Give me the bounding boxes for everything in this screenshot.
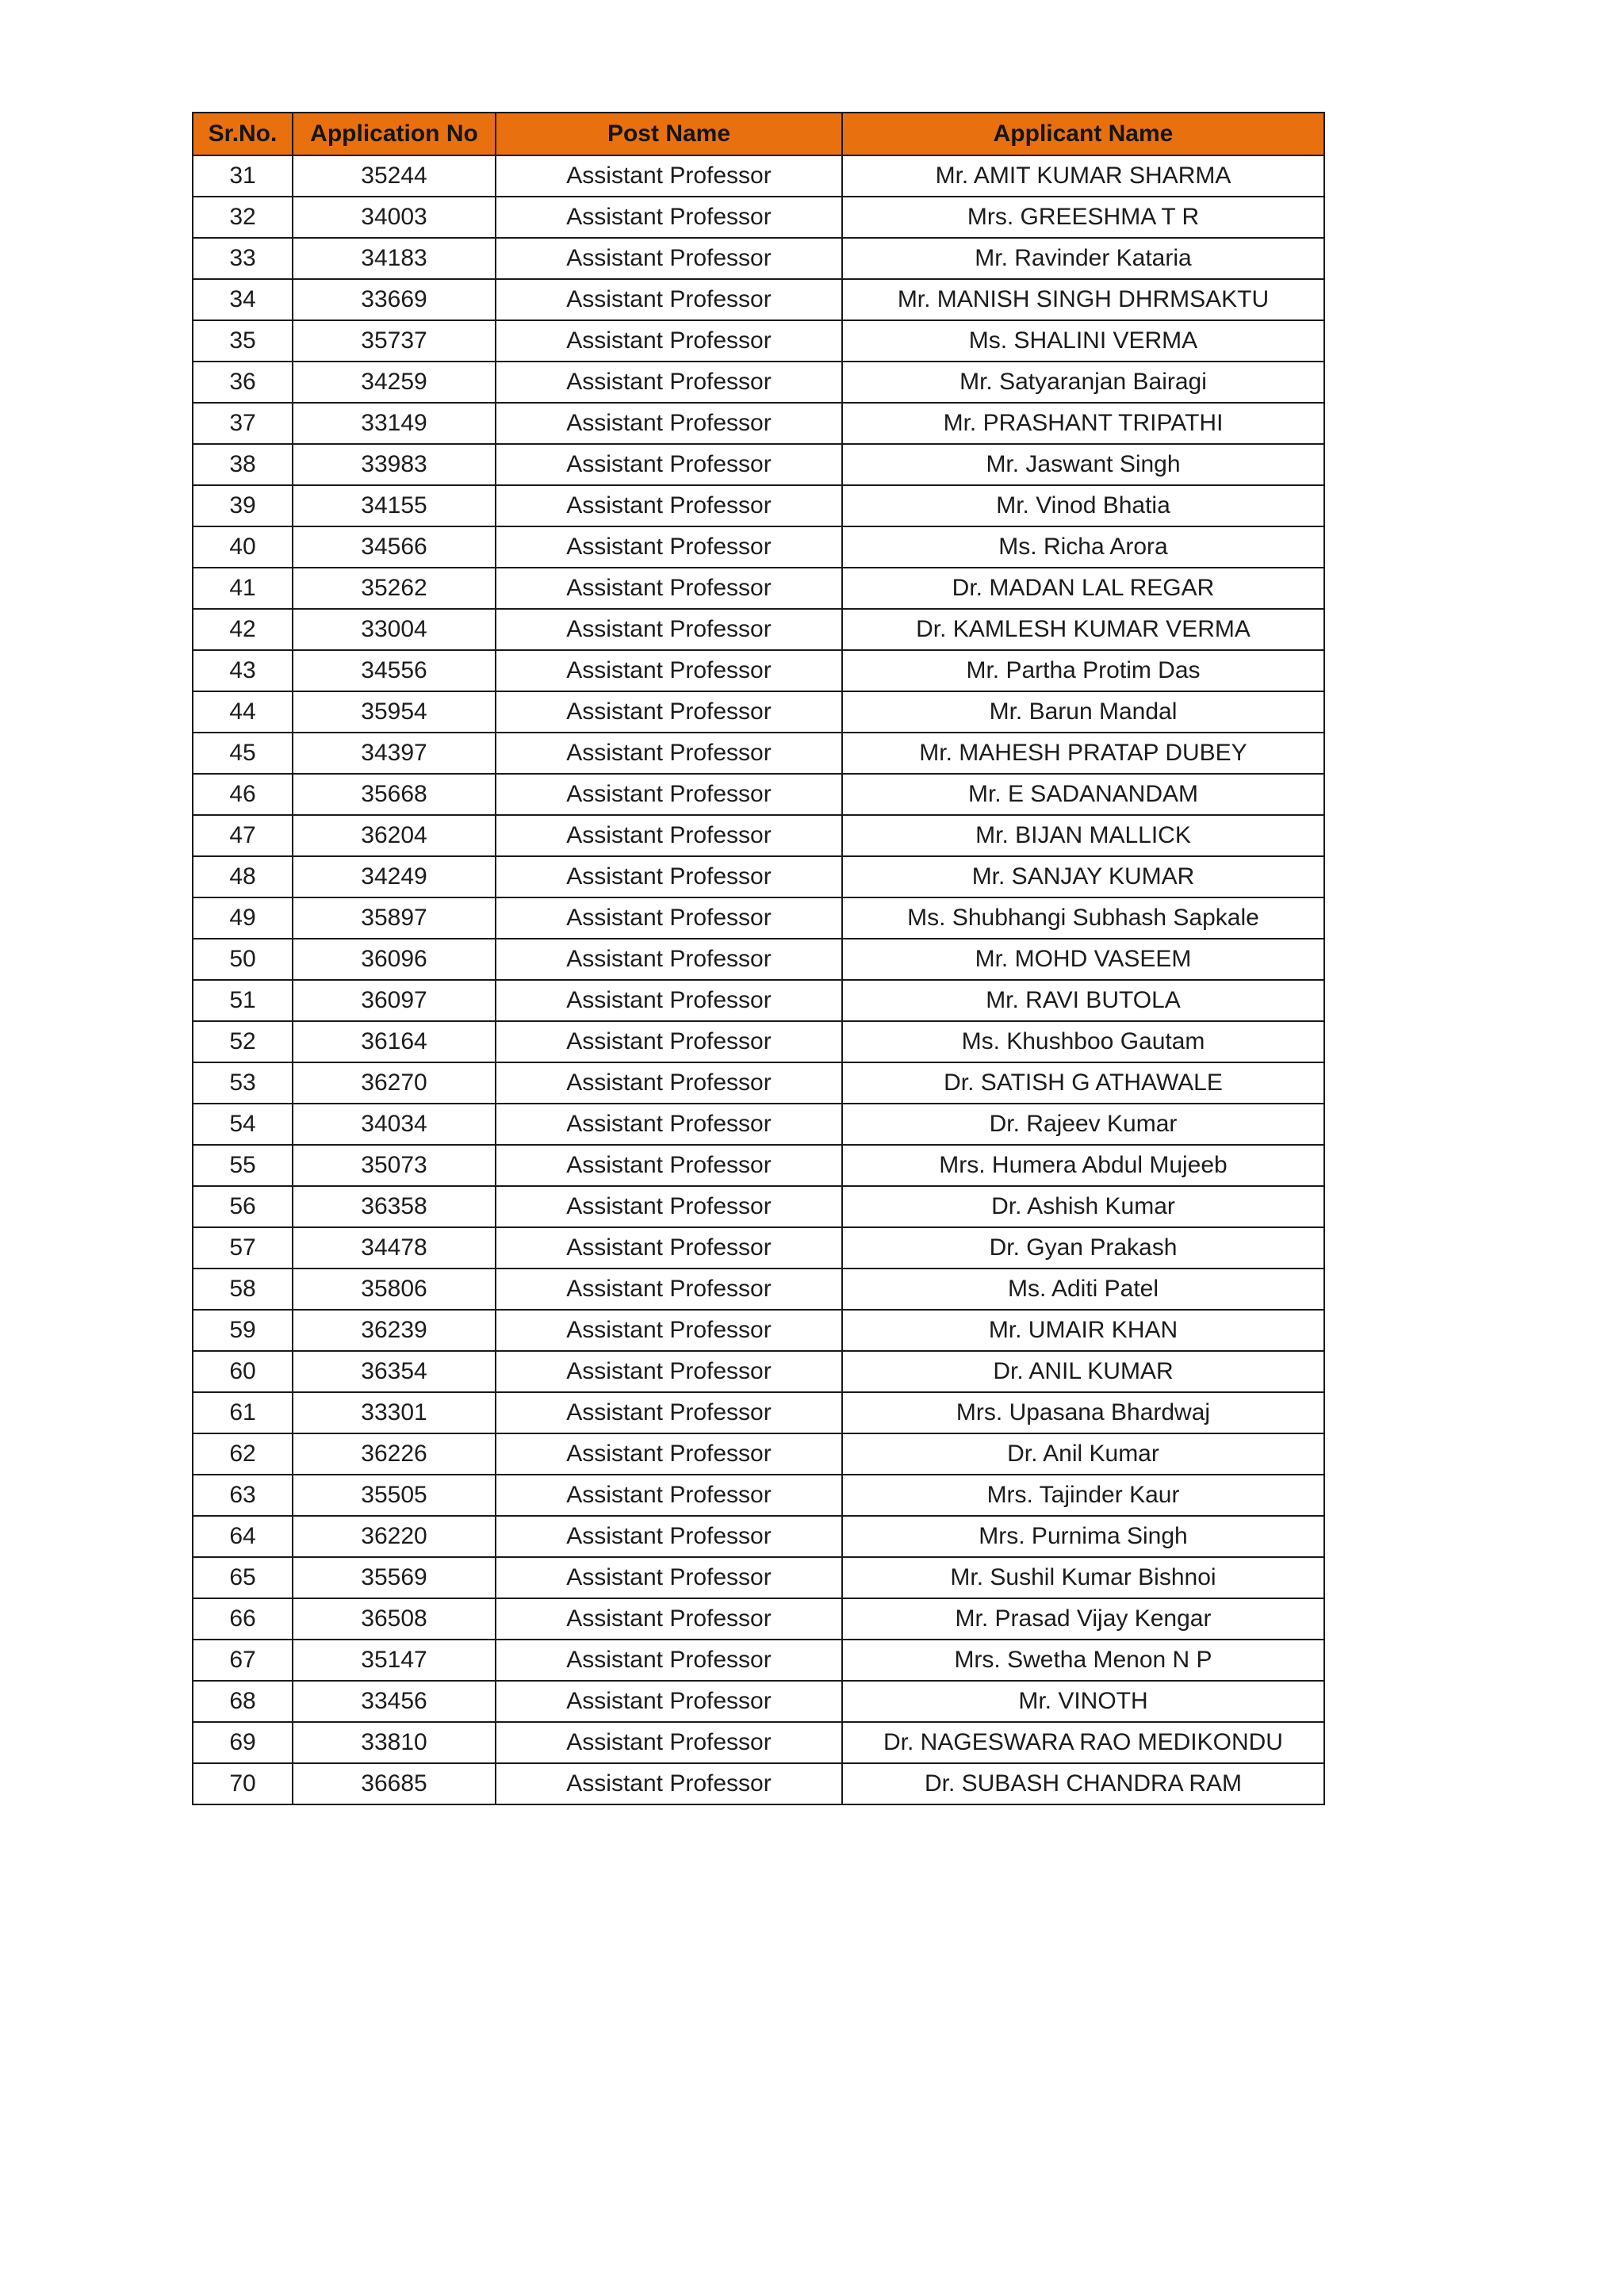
cell-sr-no: 36 xyxy=(193,362,293,403)
cell-applicant-name: Dr. Ashish Kumar xyxy=(842,1186,1324,1227)
cell-applicant-name: Mr. Ravinder Kataria xyxy=(842,238,1324,279)
cell-applicant-name: Mr. Barun Mandal xyxy=(842,691,1324,733)
cell-sr-no: 38 xyxy=(193,444,293,485)
cell-application-no: 35737 xyxy=(293,320,496,362)
header-sr-no: Sr.No. xyxy=(193,113,293,155)
table-row xyxy=(193,279,1324,320)
cell-sr-no: 66 xyxy=(193,1598,293,1640)
cell-applicant-name: Mrs. Humera Abdul Mujeeb xyxy=(842,1145,1324,1186)
cell-sr-no: 49 xyxy=(193,897,293,939)
cell-post-name: Assistant Professor xyxy=(496,403,842,444)
cell-post-name: Assistant Professor xyxy=(496,650,842,691)
cell-sr-no: 62 xyxy=(193,1433,293,1475)
cell-sr-no: 52 xyxy=(193,1021,293,1062)
cell-applicant-name: Mr. Jaswant Singh xyxy=(842,444,1324,485)
cell-post-name: Assistant Professor xyxy=(496,609,842,650)
cell-application-no: 35668 xyxy=(293,774,496,815)
table-row xyxy=(193,856,1324,897)
cell-post-name: Assistant Professor xyxy=(496,1475,842,1516)
table-row xyxy=(193,1310,1324,1351)
cell-applicant-name: Mr. Sushil Kumar Bishnoi xyxy=(842,1557,1324,1598)
cell-post-name: Assistant Professor xyxy=(496,320,842,362)
cell-applicant-name: Mr. Satyaranjan Bairagi xyxy=(842,362,1324,403)
cell-sr-no: 45 xyxy=(193,733,293,774)
cell-applicant-name: Mr. MAHESH PRATAP DUBEY xyxy=(842,733,1324,774)
cell-post-name: Assistant Professor xyxy=(496,1062,842,1104)
cell-applicant-name: Dr. Gyan Prakash xyxy=(842,1227,1324,1269)
cell-application-no: 35262 xyxy=(293,568,496,609)
cell-application-no: 33004 xyxy=(293,609,496,650)
header-post-name: Post Name xyxy=(496,113,842,155)
cell-applicant-name: Mrs. Swetha Menon N P xyxy=(842,1640,1324,1681)
cell-post-name: Assistant Professor xyxy=(496,733,842,774)
cell-application-no: 36358 xyxy=(293,1186,496,1227)
cell-post-name: Assistant Professor xyxy=(496,485,842,526)
cell-post-name: Assistant Professor xyxy=(496,1640,842,1681)
table-row xyxy=(193,1145,1324,1186)
cell-post-name: Assistant Professor xyxy=(496,1351,842,1392)
table-row xyxy=(193,1104,1324,1145)
cell-sr-no: 34 xyxy=(193,279,293,320)
cell-applicant-name: Mr. UMAIR KHAN xyxy=(842,1310,1324,1351)
cell-sr-no: 39 xyxy=(193,485,293,526)
table-row xyxy=(193,939,1324,980)
cell-sr-no: 64 xyxy=(193,1516,293,1557)
cell-post-name: Assistant Professor xyxy=(496,1227,842,1269)
cell-application-no: 36239 xyxy=(293,1310,496,1351)
table-row xyxy=(193,691,1324,733)
table-row xyxy=(193,526,1324,568)
cell-application-no: 34183 xyxy=(293,238,496,279)
cell-sr-no: 31 xyxy=(193,155,293,197)
cell-application-no: 35244 xyxy=(293,155,496,197)
cell-post-name: Assistant Professor xyxy=(496,1145,842,1186)
cell-sr-no: 57 xyxy=(193,1227,293,1269)
cell-post-name: Assistant Professor xyxy=(496,1310,842,1351)
cell-applicant-name: Mr. E SADANANDAM xyxy=(842,774,1324,815)
cell-sr-no: 70 xyxy=(193,1763,293,1804)
cell-sr-no: 60 xyxy=(193,1351,293,1392)
table-row xyxy=(193,1392,1324,1433)
cell-applicant-name: Dr. Anil Kumar xyxy=(842,1433,1324,1475)
cell-application-no: 35569 xyxy=(293,1557,496,1598)
cell-sr-no: 69 xyxy=(193,1722,293,1763)
cell-application-no: 36097 xyxy=(293,980,496,1021)
cell-post-name: Assistant Professor xyxy=(496,897,842,939)
cell-application-no: 34003 xyxy=(293,197,496,238)
cell-sr-no: 63 xyxy=(193,1475,293,1516)
table-header-row xyxy=(193,113,1324,155)
cell-application-no: 36354 xyxy=(293,1351,496,1392)
cell-applicant-name: Dr. ANIL KUMAR xyxy=(842,1351,1324,1392)
cell-sr-no: 41 xyxy=(193,568,293,609)
table-row xyxy=(193,609,1324,650)
cell-post-name: Assistant Professor xyxy=(496,444,842,485)
cell-applicant-name: Ms. Richa Arora xyxy=(842,526,1324,568)
cell-post-name: Assistant Professor xyxy=(496,980,842,1021)
cell-application-no: 34397 xyxy=(293,733,496,774)
cell-applicant-name: Dr. MADAN LAL REGAR xyxy=(842,568,1324,609)
cell-applicant-name: Mr. BIJAN MALLICK xyxy=(842,815,1324,856)
cell-post-name: Assistant Professor xyxy=(496,856,842,897)
cell-sr-no: 46 xyxy=(193,774,293,815)
table-row xyxy=(193,485,1324,526)
table-row xyxy=(193,403,1324,444)
cell-sr-no: 32 xyxy=(193,197,293,238)
cell-post-name: Assistant Professor xyxy=(496,1186,842,1227)
cell-sr-no: 35 xyxy=(193,320,293,362)
cell-sr-no: 61 xyxy=(193,1392,293,1433)
cell-application-no: 34155 xyxy=(293,485,496,526)
cell-applicant-name: Dr. SATISH G ATHAWALE xyxy=(842,1062,1324,1104)
table-row xyxy=(193,774,1324,815)
cell-application-no: 34249 xyxy=(293,856,496,897)
cell-sr-no: 33 xyxy=(193,238,293,279)
cell-applicant-name: Ms. Aditi Patel xyxy=(842,1269,1324,1310)
cell-sr-no: 65 xyxy=(193,1557,293,1598)
table-row xyxy=(193,568,1324,609)
cell-sr-no: 68 xyxy=(193,1681,293,1722)
table-row xyxy=(193,1722,1324,1763)
cell-applicant-name: Mr. MOHD VASEEM xyxy=(842,939,1324,980)
cell-application-no: 35897 xyxy=(293,897,496,939)
cell-post-name: Assistant Professor xyxy=(496,774,842,815)
cell-sr-no: 43 xyxy=(193,650,293,691)
cell-applicant-name: Mrs. Tajinder Kaur xyxy=(842,1475,1324,1516)
table-row xyxy=(193,197,1324,238)
cell-post-name: Assistant Professor xyxy=(496,155,842,197)
cell-application-no: 36164 xyxy=(293,1021,496,1062)
cell-post-name: Assistant Professor xyxy=(496,815,842,856)
cell-post-name: Assistant Professor xyxy=(496,1681,842,1722)
cell-application-no: 34259 xyxy=(293,362,496,403)
cell-applicant-name: Dr. SUBASH CHANDRA RAM xyxy=(842,1763,1324,1804)
cell-sr-no: 55 xyxy=(193,1145,293,1186)
cell-application-no: 33149 xyxy=(293,403,496,444)
cell-sr-no: 37 xyxy=(193,403,293,444)
cell-applicant-name: Mr. PRASHANT TRIPATHI xyxy=(842,403,1324,444)
table-row xyxy=(193,1763,1324,1804)
cell-application-no: 33301 xyxy=(293,1392,496,1433)
cell-applicant-name: Mrs. GREESHMA T R xyxy=(842,197,1324,238)
table-row xyxy=(193,1557,1324,1598)
table-row xyxy=(193,238,1324,279)
table-row xyxy=(193,155,1324,197)
table-row xyxy=(193,1433,1324,1475)
table-row xyxy=(193,1269,1324,1310)
cell-applicant-name: Mrs. Purnima Singh xyxy=(842,1516,1324,1557)
cell-post-name: Assistant Professor xyxy=(496,1021,842,1062)
cell-application-no: 36226 xyxy=(293,1433,496,1475)
cell-sr-no: 53 xyxy=(193,1062,293,1104)
cell-applicant-name: Mr. VINOTH xyxy=(842,1681,1324,1722)
cell-applicant-name: Mrs. Upasana Bhardwaj xyxy=(842,1392,1324,1433)
cell-application-no: 36508 xyxy=(293,1598,496,1640)
cell-post-name: Assistant Professor xyxy=(496,1516,842,1557)
table-row xyxy=(193,362,1324,403)
cell-applicant-name: Mr. Prasad Vijay Kengar xyxy=(842,1598,1324,1640)
cell-application-no: 35073 xyxy=(293,1145,496,1186)
cell-post-name: Assistant Professor xyxy=(496,1433,842,1475)
cell-application-no: 34566 xyxy=(293,526,496,568)
cell-sr-no: 54 xyxy=(193,1104,293,1145)
table-row xyxy=(193,1598,1324,1640)
table-row xyxy=(193,444,1324,485)
table-row xyxy=(193,1351,1324,1392)
cell-sr-no: 50 xyxy=(193,939,293,980)
header-applicant-name: Applicant Name xyxy=(842,113,1324,155)
table-row xyxy=(193,733,1324,774)
cell-post-name: Assistant Professor xyxy=(496,197,842,238)
cell-applicant-name: Ms. Shubhangi Subhash Sapkale xyxy=(842,897,1324,939)
cell-sr-no: 47 xyxy=(193,815,293,856)
cell-sr-no: 40 xyxy=(193,526,293,568)
cell-applicant-name: Mr. AMIT KUMAR SHARMA xyxy=(842,155,1324,197)
cell-application-no: 35505 xyxy=(293,1475,496,1516)
cell-sr-no: 48 xyxy=(193,856,293,897)
cell-post-name: Assistant Professor xyxy=(496,238,842,279)
table-row xyxy=(193,320,1324,362)
cell-post-name: Assistant Professor xyxy=(496,526,842,568)
table-row xyxy=(193,1516,1324,1557)
cell-post-name: Assistant Professor xyxy=(496,1104,842,1145)
cell-applicant-name: Mr. Partha Protim Das xyxy=(842,650,1324,691)
cell-sr-no: 44 xyxy=(193,691,293,733)
table-row xyxy=(193,1681,1324,1722)
cell-applicant-name: Dr. KAMLESH KUMAR VERMA xyxy=(842,609,1324,650)
cell-applicant-name: Mr. SANJAY KUMAR xyxy=(842,856,1324,897)
table-row xyxy=(193,980,1324,1021)
cell-post-name: Assistant Professor xyxy=(496,1722,842,1763)
cell-application-no: 34034 xyxy=(293,1104,496,1145)
cell-post-name: Assistant Professor xyxy=(496,1392,842,1433)
cell-application-no: 36270 xyxy=(293,1062,496,1104)
cell-application-no: 33983 xyxy=(293,444,496,485)
cell-post-name: Assistant Professor xyxy=(496,939,842,980)
table-row xyxy=(193,1640,1324,1681)
table-row xyxy=(193,1186,1324,1227)
cell-application-no: 35147 xyxy=(293,1640,496,1681)
cell-application-no: 35806 xyxy=(293,1269,496,1310)
cell-application-no: 36204 xyxy=(293,815,496,856)
cell-application-no: 33810 xyxy=(293,1722,496,1763)
cell-sr-no: 67 xyxy=(193,1640,293,1681)
cell-applicant-name: Mr. RAVI BUTOLA xyxy=(842,980,1324,1021)
cell-post-name: Assistant Professor xyxy=(496,1557,842,1598)
table-row xyxy=(193,1062,1324,1104)
cell-post-name: Assistant Professor xyxy=(496,362,842,403)
table-row xyxy=(193,650,1324,691)
cell-application-no: 34556 xyxy=(293,650,496,691)
cell-applicant-name: Dr. NAGESWARA RAO MEDIKONDU xyxy=(842,1722,1324,1763)
cell-post-name: Assistant Professor xyxy=(496,1763,842,1804)
cell-post-name: Assistant Professor xyxy=(496,279,842,320)
cell-applicant-name: Dr. Rajeev Kumar xyxy=(842,1104,1324,1145)
cell-sr-no: 56 xyxy=(193,1186,293,1227)
cell-post-name: Assistant Professor xyxy=(496,1269,842,1310)
table-row xyxy=(193,1475,1324,1516)
cell-post-name: Assistant Professor xyxy=(496,568,842,609)
table-row xyxy=(193,897,1324,939)
cell-application-no: 35954 xyxy=(293,691,496,733)
cell-application-no: 36685 xyxy=(293,1763,496,1804)
cell-sr-no: 51 xyxy=(193,980,293,1021)
cell-post-name: Assistant Professor xyxy=(496,1598,842,1640)
table-row xyxy=(193,1227,1324,1269)
applicants-table xyxy=(192,112,1325,1805)
cell-applicant-name: Mr. Vinod Bhatia xyxy=(842,485,1324,526)
cell-post-name: Assistant Professor xyxy=(496,691,842,733)
table-body xyxy=(193,155,1324,1804)
cell-application-no: 36096 xyxy=(293,939,496,980)
cell-application-no: 33669 xyxy=(293,279,496,320)
table-row xyxy=(193,815,1324,856)
cell-application-no: 33456 xyxy=(293,1681,496,1722)
cell-sr-no: 42 xyxy=(193,609,293,650)
header-application-no: Application No xyxy=(293,113,496,155)
table-row xyxy=(193,1021,1324,1062)
cell-applicant-name: Ms. SHALINI VERMA xyxy=(842,320,1324,362)
cell-sr-no: 59 xyxy=(193,1310,293,1351)
cell-applicant-name: Ms. Khushboo Gautam xyxy=(842,1021,1324,1062)
cell-application-no: 34478 xyxy=(293,1227,496,1269)
cell-applicant-name: Mr. MANISH SINGH DHRMSAKTU xyxy=(842,279,1324,320)
cell-application-no: 36220 xyxy=(293,1516,496,1557)
cell-sr-no: 58 xyxy=(193,1269,293,1310)
